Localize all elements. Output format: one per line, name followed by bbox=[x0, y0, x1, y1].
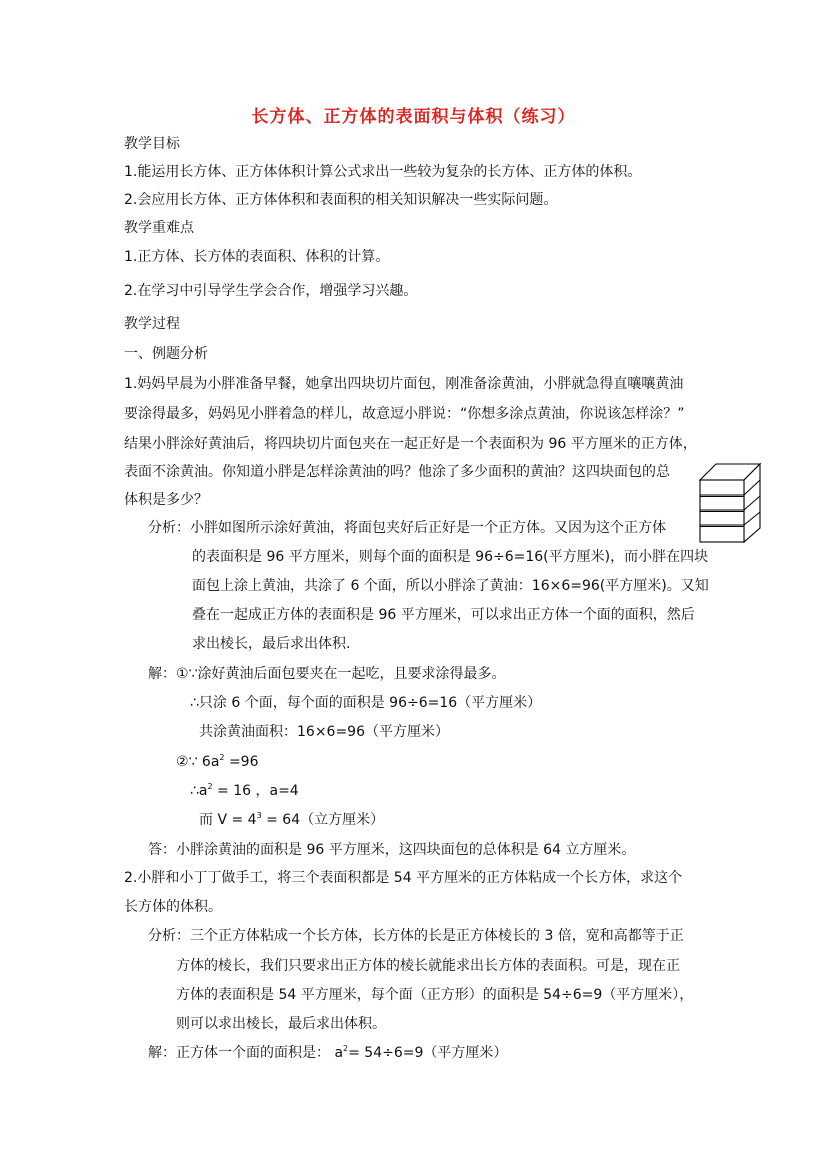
solution1-line-2: ∴只涂 6 个面，每个面的面积是 96÷6=16（平方厘米） bbox=[190, 695, 542, 711]
problem1-line-3: 结果小胖涂好黄油后，将四块切片面包夹在一起正好是一个表面积为 96 平方厘米的正方体， bbox=[124, 436, 697, 452]
problem1-line-2: 要涂得最多，妈妈见小胖着急的样儿，故意逗小胖说：“你想多涂点黄油，你说该怎样涂？” bbox=[124, 406, 685, 422]
analysis2-line-1: 分析：三个正方体粘成一个长方体，长方体的长是正方体棱长的 3 倍，宽和高都等于正 bbox=[148, 928, 684, 944]
solution2-line-1: 解：正方体一个面的面积是： $a^2= 54\div 6=9$（平方厘米） bbox=[148, 1044, 508, 1061]
problem1-line-4: 表面不涂黄油。你知道小胖是怎样涂黄油的吗？他涂了多少面积的黄油？这四块面包的总 bbox=[124, 464, 670, 480]
problem2-line-1: 2.小胖和小丁丁做手工，将三个表面积都是 54 平方厘米的正方体粘成一个长方体，求这个 bbox=[124, 870, 683, 886]
problem1-line-1: 1.妈妈早晨为小胖准备早餐，她拿出四块切片面包，刚准备涂黄油，小胖就急得直嚷嚷黄油 bbox=[124, 376, 684, 392]
goal-line-1: 1.能运用长方体、正方体体积计算公式求出一些较为复杂的长方体、正方体的体积。 bbox=[124, 164, 642, 180]
analysis1-line-3: 面包上涂上黄油，共涂了 6 个面，所以小胖涂了黄油：16×6=96(平方厘米)。又知 bbox=[192, 578, 709, 594]
key-point-line-1: 1.正方体、长方体的表面积、体积的计算。 bbox=[124, 249, 390, 265]
document-title: 长方体、正方体的表面积与体积（练习） bbox=[251, 107, 576, 127]
heading-key-points: 教学重难点 bbox=[124, 220, 194, 236]
problem2-line-2: 长方体的体积。 bbox=[124, 899, 222, 915]
solution1-line-3: 共涂黄油面积：16×6=96（平方厘米） bbox=[199, 724, 449, 740]
analysis1-line-4: 叠在一起成正方体的表面积是 96 平方厘米，可以求出正方体一个面的面积，然后 bbox=[192, 607, 695, 623]
analysis1-line-2: 的表面积是 96 平方厘米，则每个面的面积是 96÷6=16(平方厘米)，而小胖在四块 bbox=[192, 549, 709, 565]
analysis2-line-2: 方体的棱长，我们只要求出正方体的棱长就能求出长方体的表面积。可是，现在正 bbox=[176, 958, 680, 974]
solution1-line-4: ②∵ $6a^2 =96$ bbox=[176, 753, 259, 770]
solution1-line-6: 而 $V = 4^3 = 64$（立方厘米） bbox=[199, 811, 385, 828]
analysis1-line-5: 求出棱长，最后求出体积. bbox=[192, 636, 351, 652]
answer1-line: 答：小胖涂黄油的面积是 96 平方厘米，这四块面包的总体积是 64 立方厘米。 bbox=[148, 842, 636, 858]
stacked-bread-cube-icon bbox=[698, 462, 762, 544]
solution1-line-1: 解：①∵涂好黄油后面包要夹在一起吃，且要求涂得最多。 bbox=[148, 666, 506, 682]
goal-line-2: 2.会应用长方体、正方体体积和表面积的相关知识解决一些实际问题。 bbox=[124, 192, 558, 208]
heading-teaching-goals: 教学目标 bbox=[124, 136, 180, 152]
analysis1-line-1: 分析：小胖如图所示涂好黄油，将面包夹好后正好是一个正方体。又因为这个正方体 bbox=[148, 520, 666, 536]
key-point-line-2: 2.在学习中引导学生学会合作，增强学习兴趣。 bbox=[124, 283, 418, 299]
analysis2-line-4: 则可以求出棱长，最后求出体积。 bbox=[176, 1016, 386, 1032]
solution1-line-5: $\therefore a^2 = 16$ ，a=4 bbox=[190, 782, 299, 799]
analysis2-line-3: 方体的表面积是 54 平方厘米，每个面（正方形）的面积是 54÷6=9（平方厘米）， bbox=[176, 987, 694, 1003]
problem1-line-5: 体积是多少？ bbox=[124, 492, 208, 508]
heading-teaching-process: 教学过程 bbox=[124, 316, 180, 332]
section-heading-examples: 一、例题分析 bbox=[124, 346, 208, 362]
